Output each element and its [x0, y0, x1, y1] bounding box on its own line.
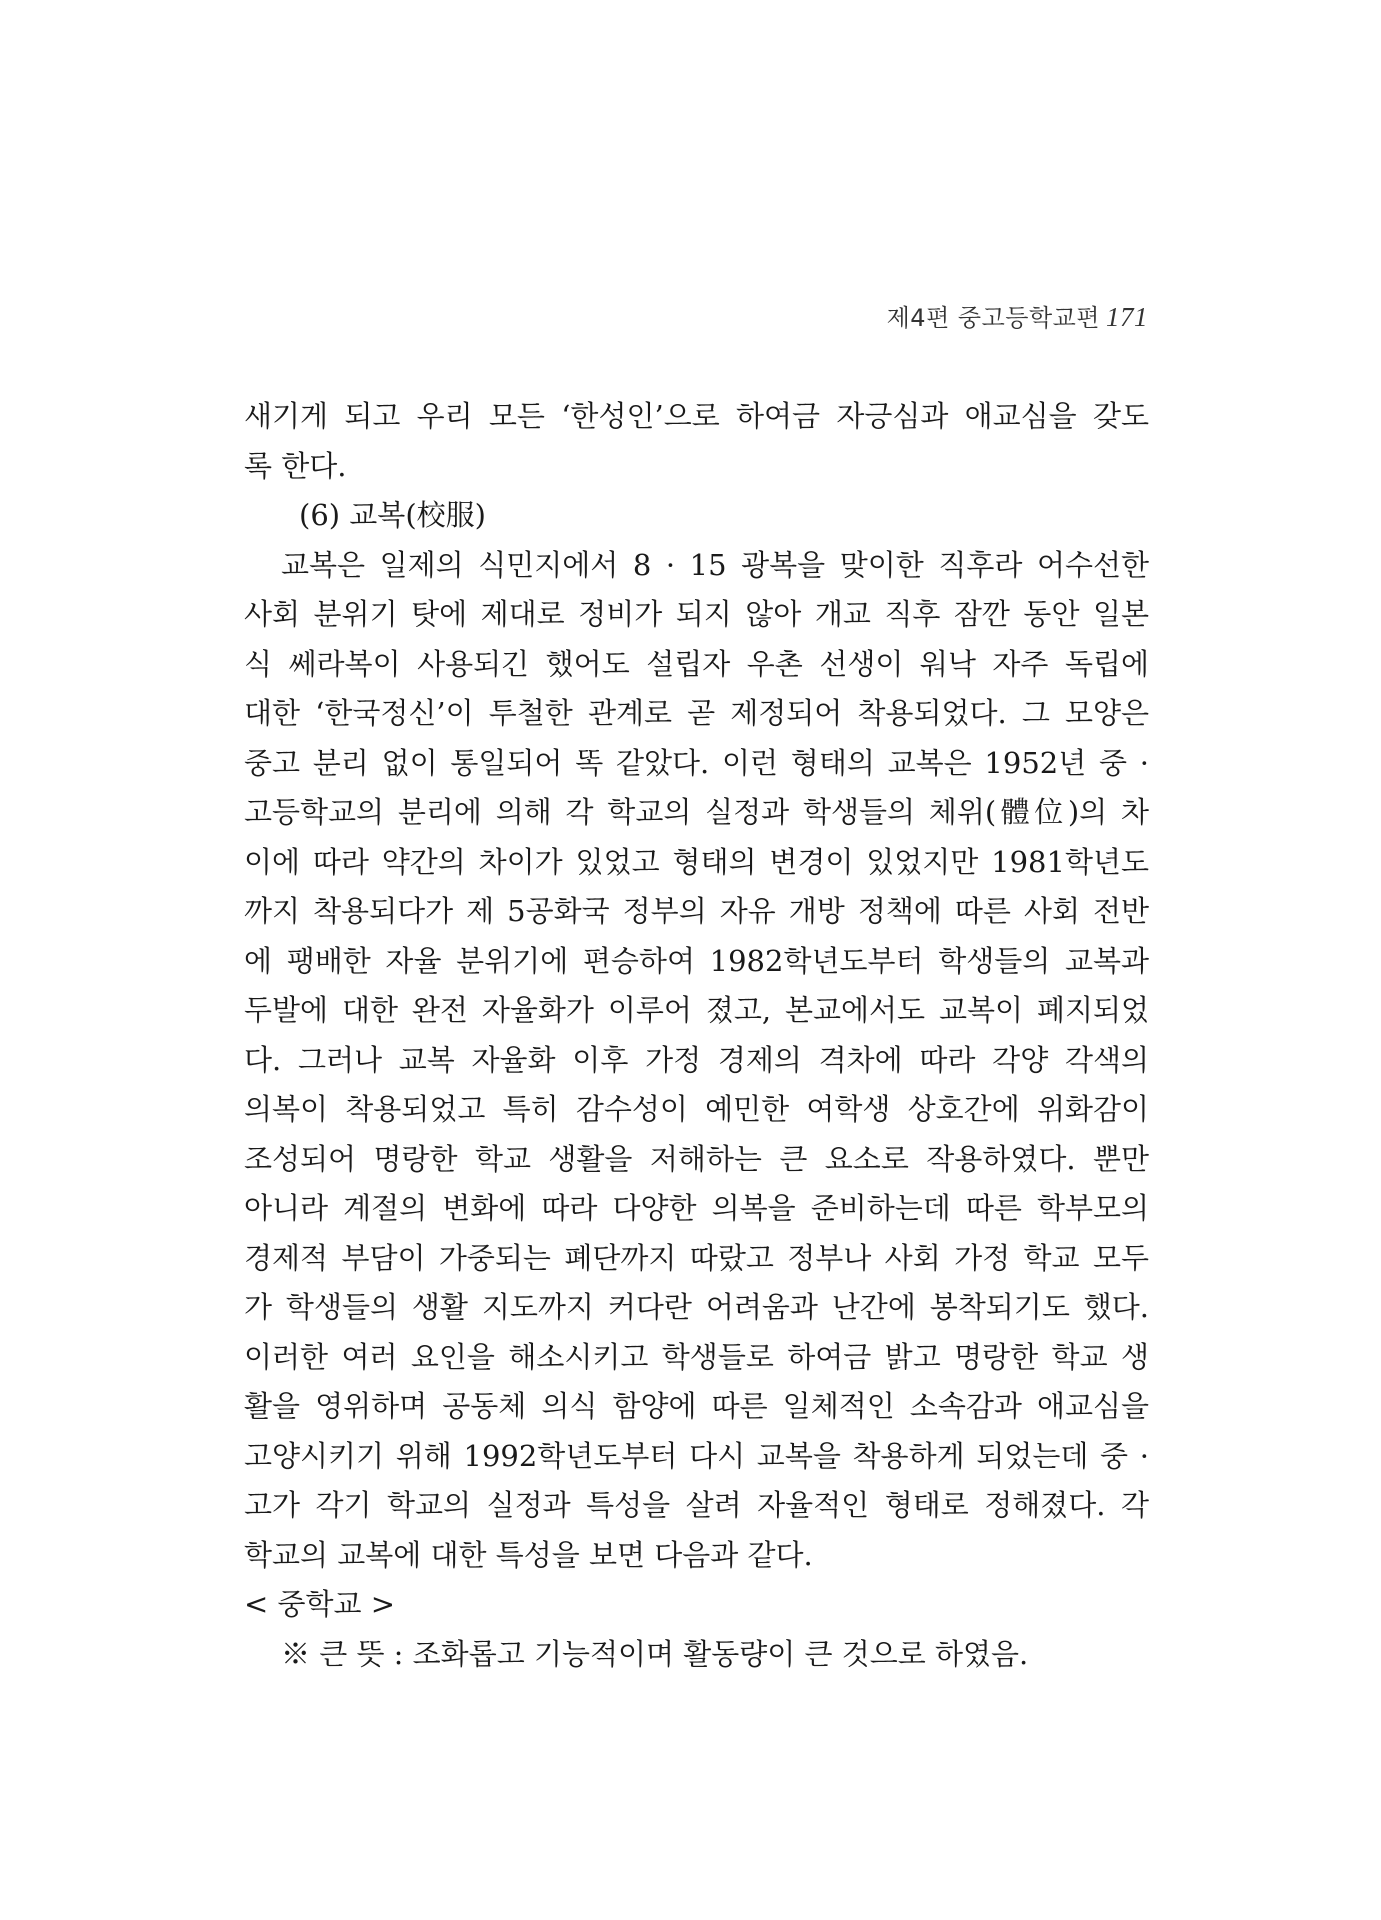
text-line: 교복은 일제의 식민지에서 8 · 15 광복을 맞이한 직후라 어수선한 [281, 547, 1149, 582]
text-line: 조성되어 명랑한 학교 생활을 저해하는 큰 요소로 작용하였다. 뿐만 [244, 1141, 1149, 1176]
text-line: 대한 ‘한국정신’이 투철한 관계로 곧 제정되어 착용되었다. 그 모양은 [244, 696, 1149, 730]
text-line: 활을 영위하며 공동체 의식 함양에 따른 일체적인 소속감과 애교심을 [244, 1389, 1149, 1423]
text-line: 에 팽배한 자율 분위기에 편승하여 1982학년도부터 학생들의 교복과 [244, 943, 1149, 978]
text-line: 아니라 계절의 변화에 따라 다양한 의복을 준비하는데 따른 학부모의 [244, 1191, 1149, 1225]
text-line: 가 학생들의 생활 지도까지 커다란 어려움과 난간에 봉착되기도 했다. [244, 1290, 1149, 1324]
section-heading: (6) 교복(校服) [299, 498, 486, 532]
note-line: ※ 큰 뜻 : 조화롭고 기능적이며 활동량이 큰 것으로 하였음. [281, 1636, 1029, 1671]
subsection-label: < 중학교 > [244, 1587, 396, 1621]
running-head [887, 298, 1148, 333]
text-line: 고등학교의 분리에 의해 각 학교의 실정과 학생들의 체위(體位)의 차 [244, 795, 1149, 829]
page-number: 171 [1106, 302, 1148, 332]
text-line: 식 쎄라복이 사용되긴 했어도 설립자 우촌 선생이 워낙 자주 독립에 [244, 646, 1149, 681]
running-head-title: 제4편 중고등학교편 [886, 304, 1100, 332]
text-line: 새기게 되고 우리 모든 ‘한성인’으로 하여금 자긍심과 애교심을 갖도 [244, 399, 1149, 433]
text-line: 이러한 여러 요인을 해소시키고 학생들로 하여금 밝고 명랑한 학교 생 [244, 1339, 1149, 1374]
text-line: 사회 분위기 탓에 제대로 정비가 되지 않아 개교 직후 잠깐 동안 일본 [244, 597, 1149, 631]
text-line: 다. 그러나 교복 자율화 이후 가정 경제의 격차에 따라 각양 각색의 [244, 1042, 1149, 1077]
text-line: 중고 분리 없이 통일되어 똑 같았다. 이런 형태의 교복은 1952년 중 · [244, 745, 1149, 780]
text-line: 경제적 부담이 가중되는 폐단까지 따랐고 정부나 사회 가정 학교 모두 [244, 1240, 1149, 1275]
text-line: 고양시키기 위해 1992학년도부터 다시 교복을 착용하게 되었는데 중 · [244, 1438, 1149, 1473]
text-line: 고가 각기 학교의 실정과 특성을 살려 자율적인 형태로 정해졌다. 각 [244, 1488, 1149, 1522]
text-line: 록 한다. [244, 448, 347, 483]
text-line: 이에 따라 약간의 차이가 있었고 형태의 변경이 있었지만 1981학년도 [244, 844, 1149, 879]
text-line: 까지 착용되다가 제 5공화국 정부의 자유 개방 정책에 따른 사회 전반 [244, 894, 1149, 928]
text-line: 학교의 교복에 대한 특성을 보면 다음과 같다. [244, 1537, 813, 1572]
text-line: 두발에 대한 완전 자율화가 이루어 졌고, 본교에서도 교복이 폐지되었 [244, 993, 1149, 1027]
body-text [244, 392, 1149, 1679]
text-line: 의복이 착용되었고 특히 감수성이 예민한 여학생 상호간에 위화감이 [244, 1092, 1149, 1126]
